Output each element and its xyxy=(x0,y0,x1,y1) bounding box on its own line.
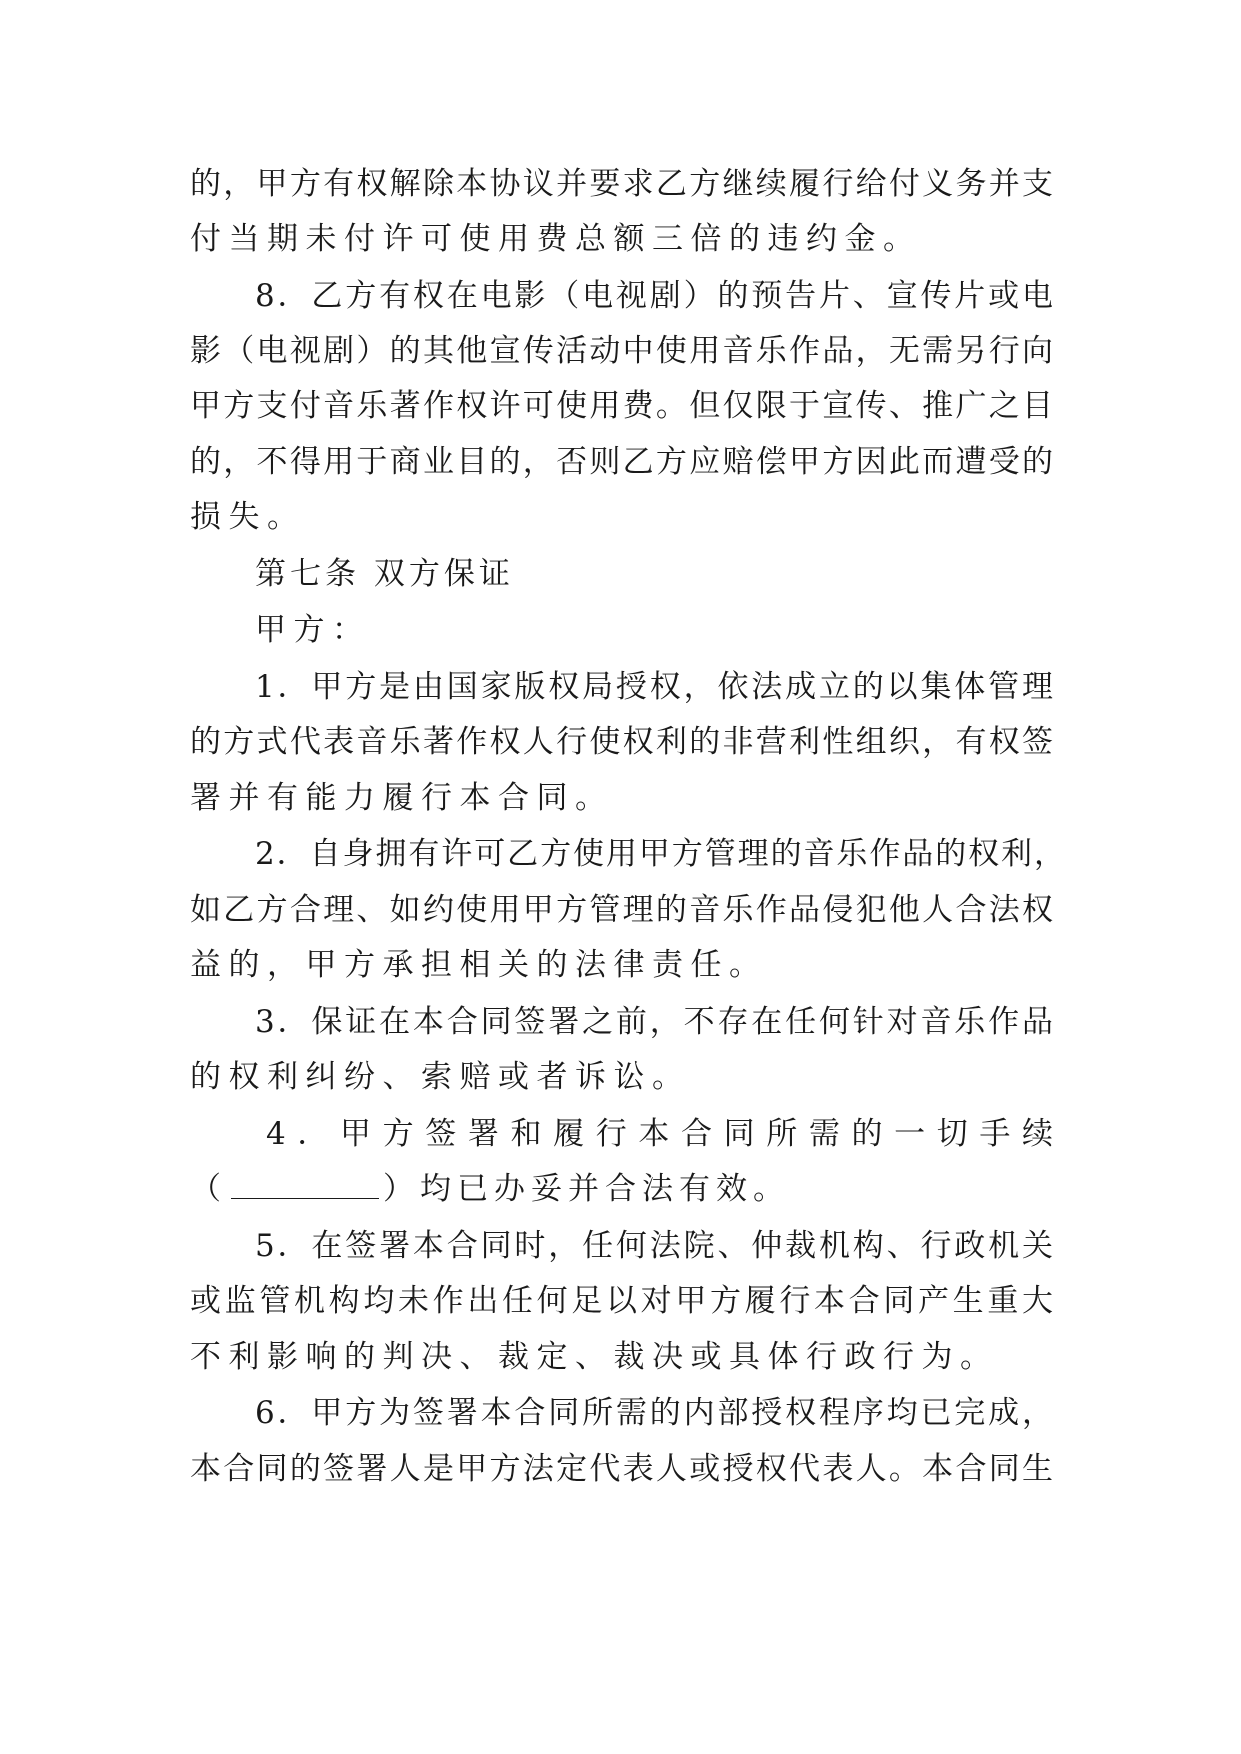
article-heading: 第七条 双方保证 xyxy=(255,556,514,592)
text-line: 的，甲方有权解除本协议并要求乙方继续履行给付义务并支 xyxy=(190,166,1053,202)
text-line: 损失。 xyxy=(190,499,306,535)
fill-in-blank[interactable] xyxy=(231,1172,379,1199)
text-line: 不利影响的判决、裁定、裁决或具体行政行为。 xyxy=(190,1339,999,1375)
clause-6-line: 6．甲方为签署本合同所需的内部授权程序均已完成， xyxy=(255,1395,1053,1431)
clause-8-line: 8．乙方有权在电影（电视剧）的预告片、宣传片或电 xyxy=(255,278,1053,314)
clause-5-line: 5．在签署本合同时，任何法院、仲裁机构、行政机关 xyxy=(255,1228,1053,1264)
text-line: 付当期未付许可使用费总额三倍的违约金。 xyxy=(190,221,922,257)
text-line: 如乙方合理、如约使用甲方管理的音乐作品侵犯他人合法权 xyxy=(190,892,1053,928)
text-line: 署并有能力履行本合同。 xyxy=(190,780,614,816)
text-line: 甲方支付音乐著作权许可使用费。但仅限于宣传、推广之目 xyxy=(190,388,1053,424)
text-line-with-blank xyxy=(190,1163,790,1208)
text-segment: ）均已办妥并合法有效。 xyxy=(383,1171,790,1207)
text-line: 本合同的签署人是甲方法定代表人或授权代表人。本合同生 xyxy=(190,1451,1053,1487)
clause-1-line: 1．甲方是由国家版权局授权，依法成立的以集体管理 xyxy=(255,669,1053,705)
clause-3-line: 3．保证在本合同签署之前，不存在任何针对音乐作品 xyxy=(255,1004,1053,1040)
text-line: 的权利纠纷、索赔或者诉讼。 xyxy=(190,1059,691,1095)
text-line: 的，不得用于商业目的，否则乙方应赔偿甲方因此而遭受的 xyxy=(190,444,1053,480)
text-line: 益的，甲方承担相关的法律责任。 xyxy=(190,947,768,983)
party-a-label: 甲方： xyxy=(255,612,371,648)
text-line: 影（电视剧）的其他宣传活动中使用音乐作品，无需另行向 xyxy=(190,333,1053,369)
clause-2-line: 2．自身拥有许可乙方使用甲方管理的音乐作品的权利， xyxy=(255,836,1065,872)
open-paren: （ xyxy=(190,1171,227,1207)
text-line: 或监管机构均未作出任何足以对甲方履行本合同产生重大 xyxy=(190,1283,1053,1319)
text-line: 的方式代表音乐著作权人行使权利的非营利性组织，有权签 xyxy=(190,724,1053,760)
clause-4-line: 4．甲方签署和履行本合同所需的一切手续 xyxy=(266,1116,1053,1152)
